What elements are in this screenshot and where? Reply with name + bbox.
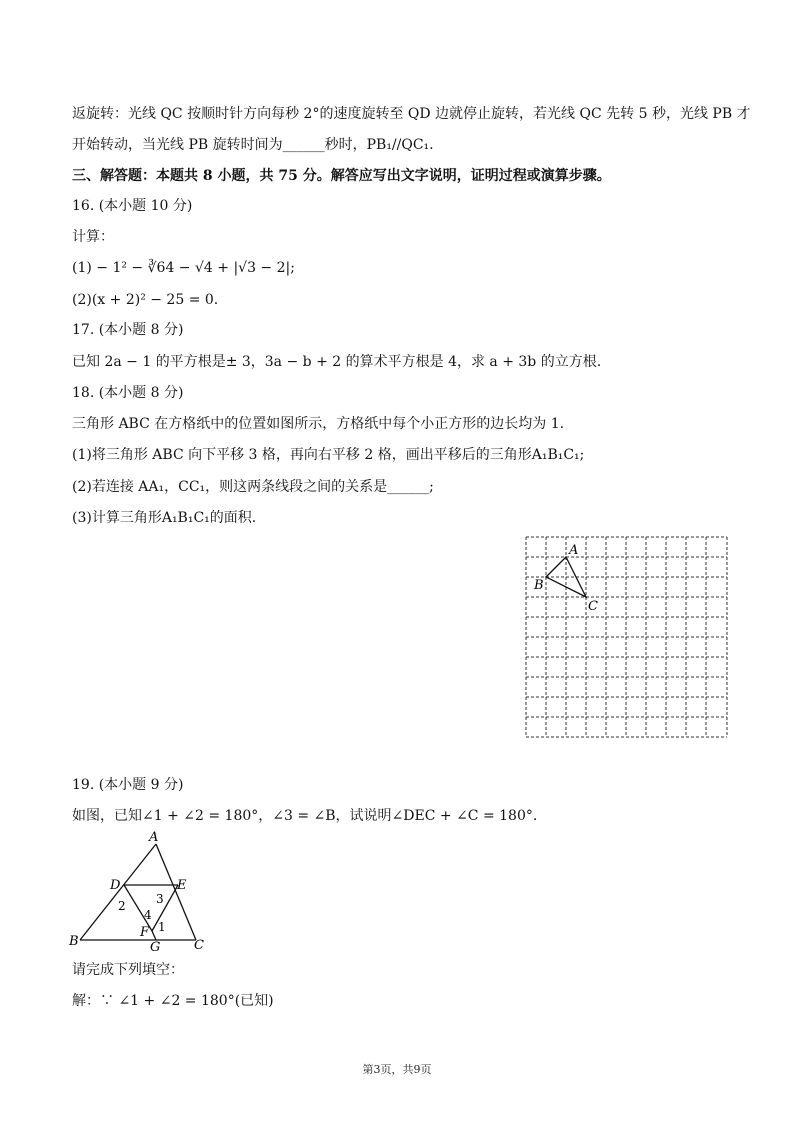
question-16-part-1: (1) − 1² − ∛64 − √4 + |√3 − 2|; (72, 260, 295, 276)
angle-label-4: 4 (144, 908, 152, 922)
segment-fg (152, 931, 156, 940)
triangle-figure (66, 828, 216, 956)
fig-label-d: D (110, 878, 121, 893)
question-19-heading: 19. (本小题 9 分) (72, 777, 184, 793)
question-18-part-3: (3)计算三角形A₁B₁C₁的面积. (72, 510, 257, 526)
question-16-prompt: 计算： (72, 229, 114, 245)
question-17-heading: 17. (本小题 8 分) (72, 322, 184, 338)
angle-label-2: 2 (118, 899, 126, 913)
fig-label-b: B (69, 934, 79, 949)
section-heading: 三、解答题：本题共 8 小题，共 75 分。解答应写出文字说明，证明过程或演算步骤。 (72, 168, 611, 184)
question-18-text: 三角形 ABC 在方格纸中的位置如图所示，方格纸中每个小正方形的边长均为 1. (72, 416, 565, 432)
question-19-text: 如图，已知∠1 + ∠2 = 180°，∠3 = ∠B，试说明∠DEC + ∠C = 180°. (72, 808, 538, 824)
grid-label-b: B (534, 578, 544, 593)
text-line-2: 开始转动，当光线 PB 旋转时间为______秒时，PB₁//QC₁. (72, 137, 434, 153)
grid-label-c: C (588, 599, 598, 614)
solution-first-line: 解：∵ ∠1 + ∠2 = 180°(已知) (72, 993, 274, 1009)
question-17-text: 已知 2a − 1 的平方根是± 3，3a − b + 2 的算术平方根是 4，求 a + 3b 的立方根. (72, 354, 602, 370)
question-16-part-2: (2)(x + 2)² − 25 = 0. (72, 292, 219, 308)
grid-figure (520, 532, 732, 742)
question-16-heading: 16. (本小题 10 分) (72, 198, 193, 214)
fig-label-f: F (140, 925, 150, 940)
text-line-1: 返旋转：光线 QC 按顺时针方向每秒 2°的速度旋转至 QD 边就停止旋转，若光线 QC 先转 5 秒，光线 PB 才 (72, 106, 751, 122)
question-18-heading: 18. (本小题 8 分) (72, 385, 184, 401)
fig-label-c: C (194, 938, 204, 953)
angle-label-3: 3 (156, 892, 164, 906)
fig-label-a: A (149, 830, 159, 845)
page-footer: 第3页，共9页 (362, 1063, 432, 1076)
fill-in-prompt: 请完成下列填空： (72, 962, 184, 978)
fig-label-e: E (177, 878, 187, 893)
angle-label-1: 1 (158, 920, 166, 934)
question-18-part-1: (1)将三角形 ABC 向下平移 3 格，再向右平移 2 格，画出平移后的三角形A₁B₁C₁; (72, 447, 585, 463)
grid-label-a: A (569, 543, 579, 558)
fig-label-g: G (150, 940, 161, 955)
question-18-part-2: (2)若连接 AA₁，CC₁，则这两条线段之间的关系是______; (72, 479, 434, 495)
